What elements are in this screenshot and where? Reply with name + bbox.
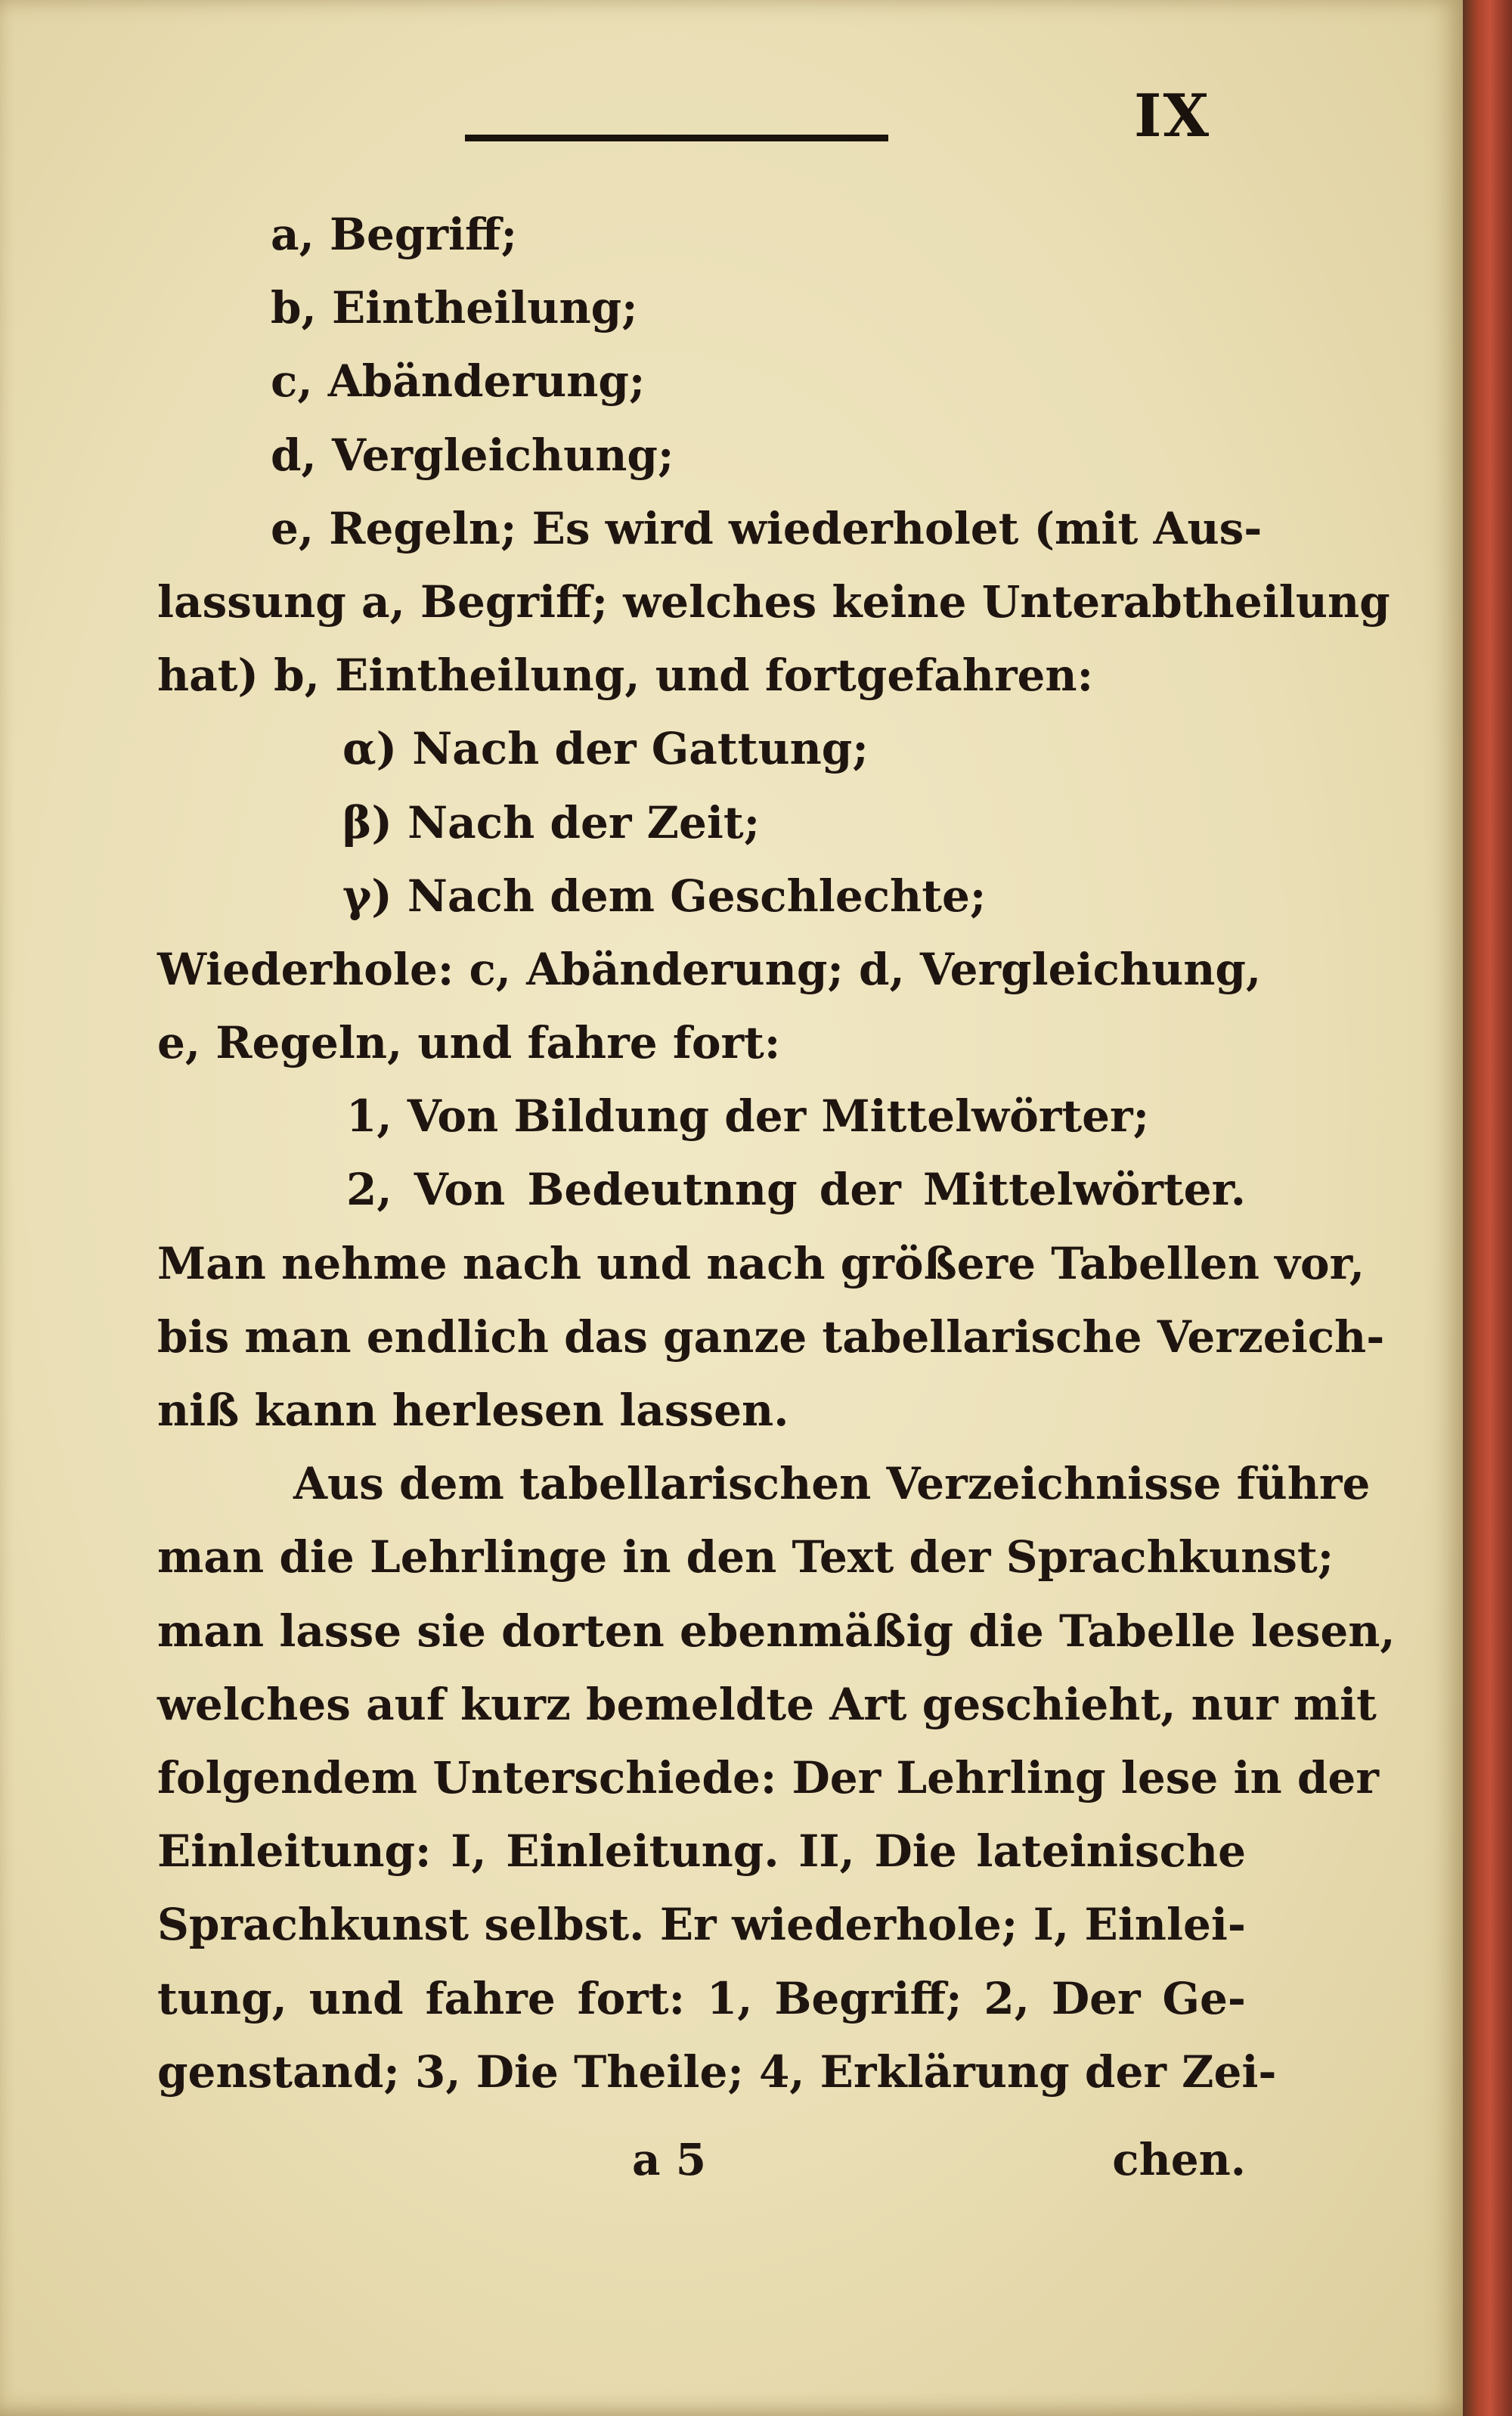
text-line: bis man endlich das ganze tabellarische Verzeich- — [157, 1310, 1385, 1363]
text-line: tung, und fahre fort: 1, Begriff; 2, Der Ge- — [157, 1972, 1246, 2024]
text-line: e, Regeln, und fahre fort: — [157, 1017, 781, 1069]
text-line: 1, Von Bildung der Mittelwörter; — [346, 1090, 1149, 1143]
body-text — [157, 198, 1396, 2109]
text-line: Man nehme nach und nach größere Tabellen vor, — [157, 1237, 1365, 1289]
text-line: man lasse sie dorten ebenmäßig die Tabelle lesen, — [157, 1605, 1396, 1657]
text-line: hat) b, Eintheilung, und fortgefahren: — [157, 650, 1093, 702]
text-line: welches auf kurz bemeldte Art geschieht, nur mit — [157, 1678, 1377, 1730]
text-line: folgendem Unterschiede: Der Lehrling lese in der — [157, 1751, 1379, 1803]
text-line: γ) Nach dem Geschlechte; — [342, 870, 987, 922]
text-line: genstand; 3, Die Theile; 4, Erklärung der Zei- — [157, 2045, 1277, 2098]
text-line: d, Vergleichung; — [271, 429, 674, 481]
red-page-edge — [1463, 0, 1512, 2416]
header-rule — [465, 135, 888, 141]
text-line: a, Begriff; — [271, 209, 518, 260]
text-line: e, Regeln; Es wird wiederholet (mit Aus- — [271, 502, 1263, 554]
signature-mark: a 5 — [632, 2134, 707, 2185]
text-line: c, Abänderung; — [271, 355, 646, 408]
page-footer — [157, 2134, 1246, 2207]
text-line: Einleitung: I, Einleitung. II, Die lateinische — [157, 1825, 1246, 1878]
text-line: man die Lehrlinge in den Text der Sprachkunst; — [157, 1531, 1334, 1583]
catchword: chen. — [1112, 2134, 1246, 2185]
text-line: lassung a, Begriff; welches keine Unterabtheilung — [157, 575, 1390, 628]
text-line: Aus dem tabellarischen Verzeichnisse führe — [293, 1458, 1371, 1510]
text-line: Wiederhole: c, Abänderung; d, Vergleichung, — [157, 943, 1262, 995]
page-number: IX — [1134, 82, 1211, 150]
text-line: β) Nach der Zeit; — [342, 796, 761, 848]
text-line: Sprachkunst selbst. Er wiederhole; I, Einlei- — [157, 1899, 1246, 1951]
text-line: b, Eintheilung; — [271, 282, 638, 334]
text-line: niß kann herlesen lassen. — [157, 1385, 789, 1436]
text-line: α) Nach der Gattung; — [342, 723, 869, 775]
text-line: 2, Von Bedeutnng der Mittelwörter. — [346, 1164, 1246, 1216]
